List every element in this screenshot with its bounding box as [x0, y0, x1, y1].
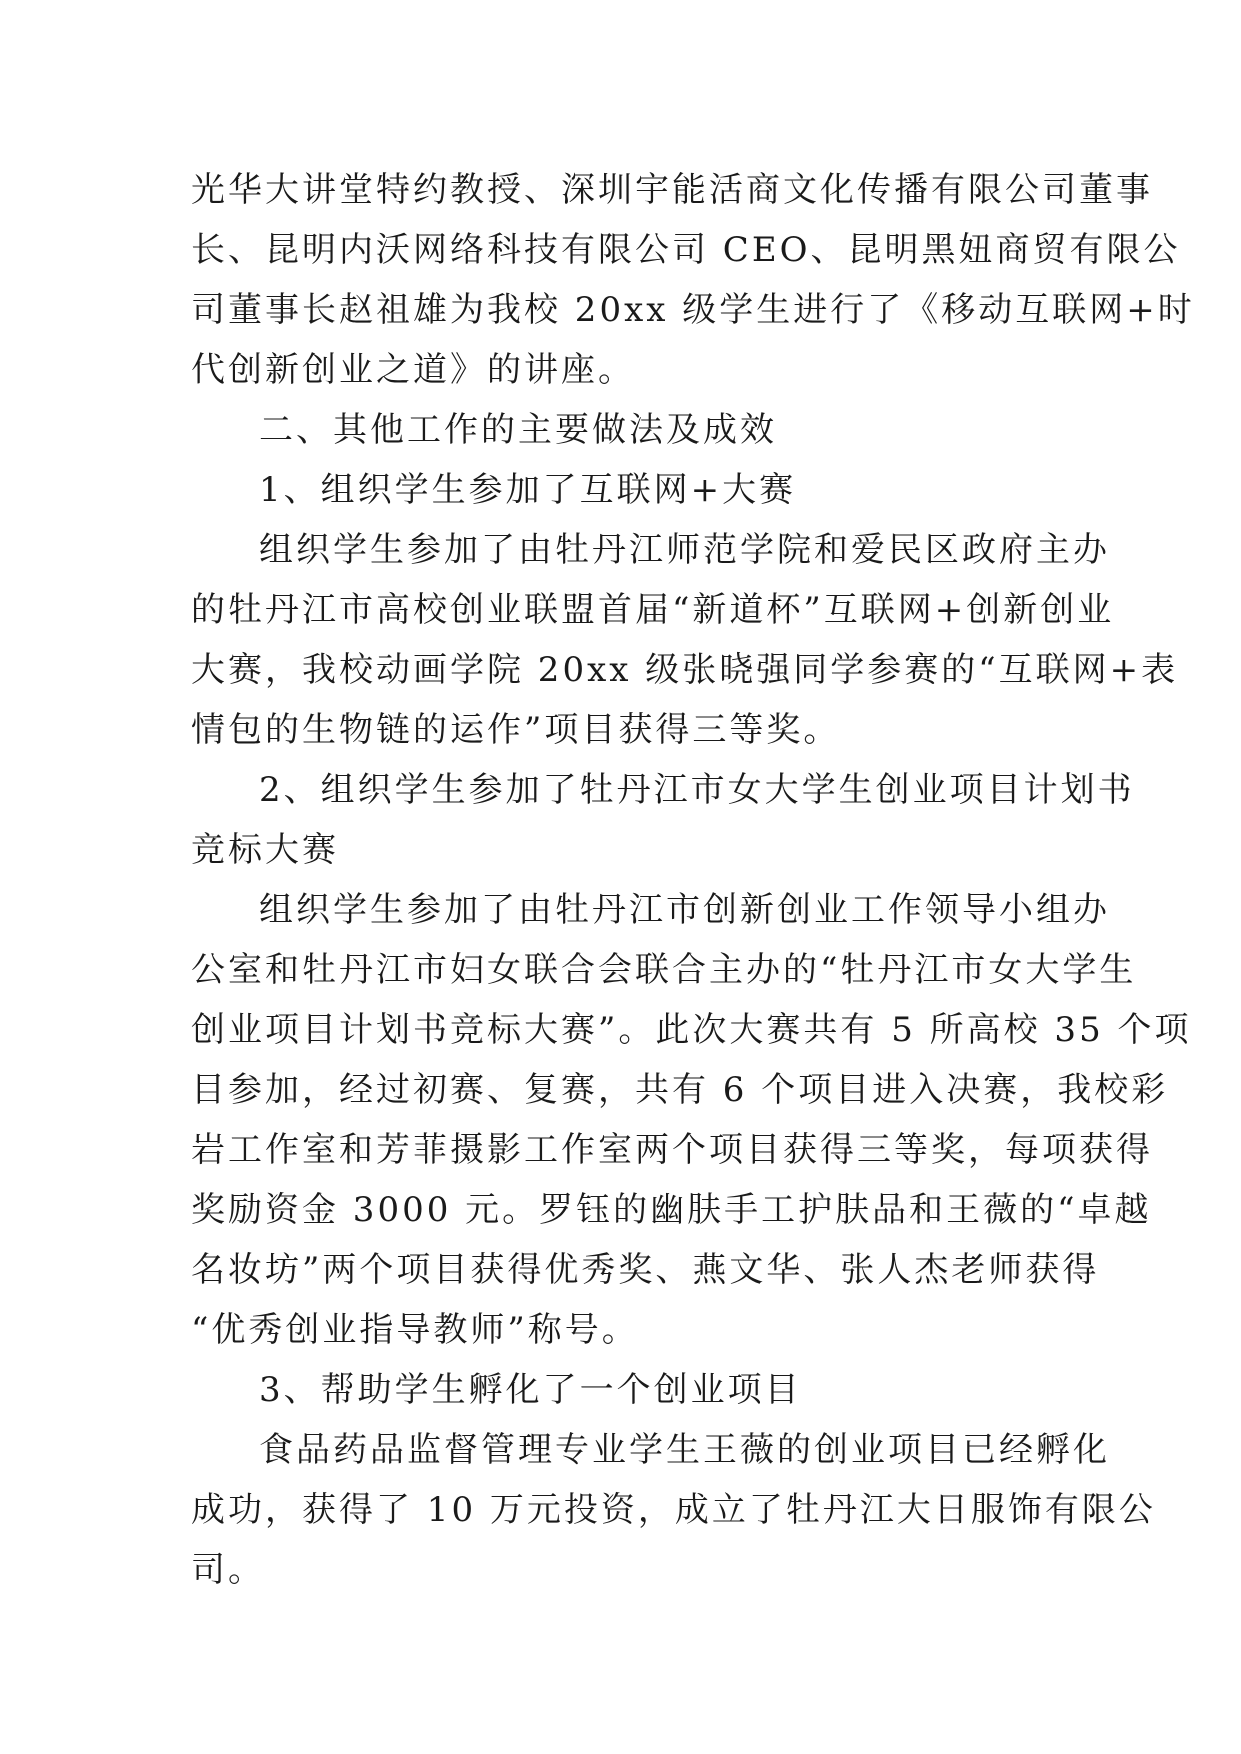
text-line: “优秀创业指导教师”称号。 [191, 1310, 639, 1350]
text-line: 光华大讲堂特约教授、深圳宇能活商文化传播有限公司董事 [191, 170, 1153, 210]
subsection-heading: 2、组织学生参加了牡丹江市女大学生创业项目计划书 [259, 770, 1135, 810]
text-line: 的牡丹江市高校创业联盟首届“新道杯”互联网+创新创业 [191, 590, 1115, 630]
text-line: 代创新创业之道》的讲座。 [191, 350, 635, 390]
text-line: 食品药品监督管理专业学生王薇的创业项目已经孵化 [259, 1430, 1110, 1470]
subsection-heading: 3、帮助学生孵化了一个创业项目 [259, 1370, 802, 1410]
text-line: 组织学生参加了由牡丹江师范学院和爱民区政府主办 [259, 530, 1110, 570]
text-line: 名妆坊”两个项目获得优秀奖、燕文华、张人杰老师获得 [191, 1250, 1100, 1290]
text-line: 奖励资金 3000 元。罗钰的幽肤手工护肤品和王薇的“卓越 [191, 1190, 1152, 1230]
text-line: 组织学生参加了由牡丹江市创新创业工作领导小组办 [259, 890, 1110, 930]
subsection-heading: 1、组织学生参加了互联网+大赛 [259, 470, 797, 510]
text-line: 成功，获得了 10 万元投资，成立了牡丹江大日服饰有限公 [191, 1490, 1156, 1530]
text-line: 岩工作室和芳菲摄影工作室两个项目获得三等奖，每项获得 [191, 1130, 1153, 1170]
text-line: 长、昆明内沃网络科技有限公司 CEO、昆明黑妞商贸有限公 [191, 230, 1181, 270]
text-line: 创业项目计划书竞标大赛”。此次大赛共有 5 所高校 35 个项 [191, 1010, 1192, 1050]
subsection-heading: 竞标大赛 [191, 830, 339, 870]
document-body [191, 160, 1195, 1600]
section-heading: 二、其他工作的主要做法及成效 [259, 410, 777, 450]
text-line: 司董事长赵祖雄为我校 20xx 级学生进行了《移动互联网+时 [191, 290, 1195, 330]
text-line: 大赛，我校动画学院 20xx 级张晓强同学参赛的“互联网+表 [191, 650, 1179, 690]
text-line: 情包的生物链的运作”项目获得三等奖。 [191, 710, 841, 750]
text-line: 公室和牡丹江市妇女联合会联合主办的“牡丹江市女大学生 [191, 950, 1137, 990]
text-line: 目参加，经过初赛、复赛，共有 6 个项目进入决赛，我校彩 [191, 1070, 1169, 1110]
text-line: 司。 [191, 1550, 265, 1590]
